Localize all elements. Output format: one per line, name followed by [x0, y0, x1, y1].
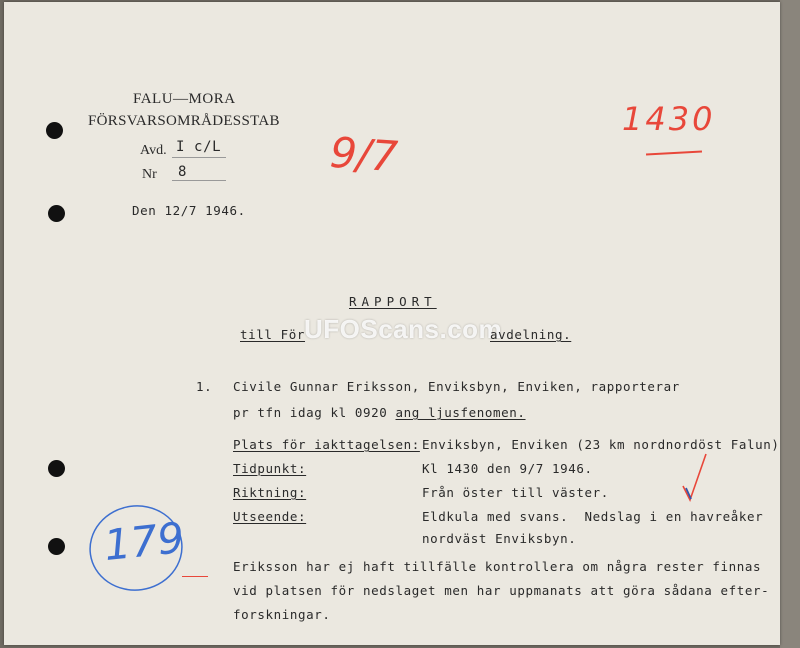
closing-line1: Eriksson har ej haft tillfälle kontrollera om några rester finnas [233, 559, 762, 574]
punch-hole [48, 538, 65, 555]
field-value-riktning: Från öster till väster. [422, 485, 609, 500]
field-label-riktning: Riktning: [233, 485, 307, 500]
closing-line2: vid platsen för nedslaget men har uppmanats att göra sådana efter- [233, 583, 770, 598]
red-handwritten-number: 1430 [622, 100, 716, 138]
avd-label: Avd. [140, 143, 167, 158]
letter-date: Den 12/7 1946. [132, 203, 246, 218]
field-label-utseende: Utseende: [233, 509, 307, 524]
punch-hole [48, 205, 65, 222]
field-value-utseende: Eldkula med svans. Nedslag i en havreåker [422, 509, 764, 524]
punch-hole [46, 122, 63, 139]
para1-number: 1. [196, 379, 213, 394]
avd-value: I c/L [176, 139, 222, 155]
report-subtitle-start: till För [240, 327, 306, 342]
document-page [4, 2, 780, 645]
red-check-mark-icon [680, 452, 710, 504]
red-dash [182, 576, 208, 577]
field-value-plats: Enviksbyn, Enviken (23 km nordnordöst Falun) [422, 437, 780, 452]
para1-line1: Civile Gunnar Eriksson, Enviksbyn, Enviken, rapporterar [233, 379, 680, 394]
nr-value: 8 [178, 164, 188, 180]
letterhead-line1: FALU—MORA [133, 91, 236, 107]
blue-handwritten-number: 179 [101, 512, 187, 571]
nr-label: Nr [142, 167, 157, 182]
field-label-plats: Plats för iakttagelsen: [233, 437, 420, 452]
para1-line2 [233, 405, 526, 420]
para1-subject: ang ljusfenomen. [395, 405, 526, 420]
report-subtitle-end: avdelning. [490, 327, 572, 342]
field-value-continuation: nordväst Enviksbyn. [422, 531, 577, 546]
red-handwritten-date: 9/7 [328, 127, 400, 182]
red-underline [646, 151, 702, 156]
punch-hole [48, 460, 65, 477]
para1-line2-text: pr tfn idag kl 0920 [233, 405, 396, 420]
field-value-tidpunkt: Kl 1430 den 9/7 1946. [422, 461, 593, 476]
watermark: UFOScans.com [304, 314, 503, 344]
avd-rule [172, 157, 226, 158]
letterhead-line2: FÖRSVARSOMRÅDESSTAB [88, 113, 280, 129]
closing-line3: forskningar. [233, 607, 331, 622]
page-edge [780, 0, 800, 648]
field-label-tidpunkt: Tidpunkt: [233, 461, 307, 476]
report-title: RAPPORT [349, 294, 437, 309]
nr-rule [172, 180, 226, 181]
